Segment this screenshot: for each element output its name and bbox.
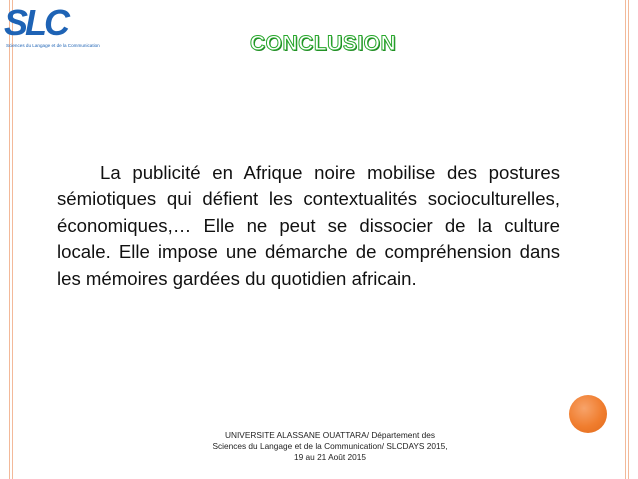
footer-line-3: 19 au 21 Août 2015 xyxy=(294,452,366,462)
conclusion-paragraph xyxy=(57,160,560,292)
right-border-line-outer xyxy=(628,0,629,479)
left-border-line-inner xyxy=(12,0,13,479)
logo-letters: SLC xyxy=(4,2,67,43)
slide-title: CONCLUSION xyxy=(250,32,397,55)
left-border-line xyxy=(9,0,10,479)
right-border-line xyxy=(625,0,626,479)
paragraph-text: La publicité en Afrique noire mobilise des postures sémiotiques qui défient les contextualités socioculturelles, économiques,… Elle ne peut se dissocier de la culture locale. Elle impose une démarche de compréhension dans les mémoires gardées du quotidien africain. xyxy=(57,162,560,289)
logo-tagline: Sciences du Langage et de la Communication xyxy=(6,43,100,48)
footer xyxy=(180,430,480,463)
decorative-orange-circle xyxy=(569,395,607,433)
footer-line-2: Sciences du Langage et de la Communication/ SLCDAYS 2015, xyxy=(212,441,448,451)
footer-line-1: UNIVERSITE ALASSANE OUATTARA/ Département des xyxy=(225,430,435,440)
slc-logo xyxy=(4,2,100,62)
